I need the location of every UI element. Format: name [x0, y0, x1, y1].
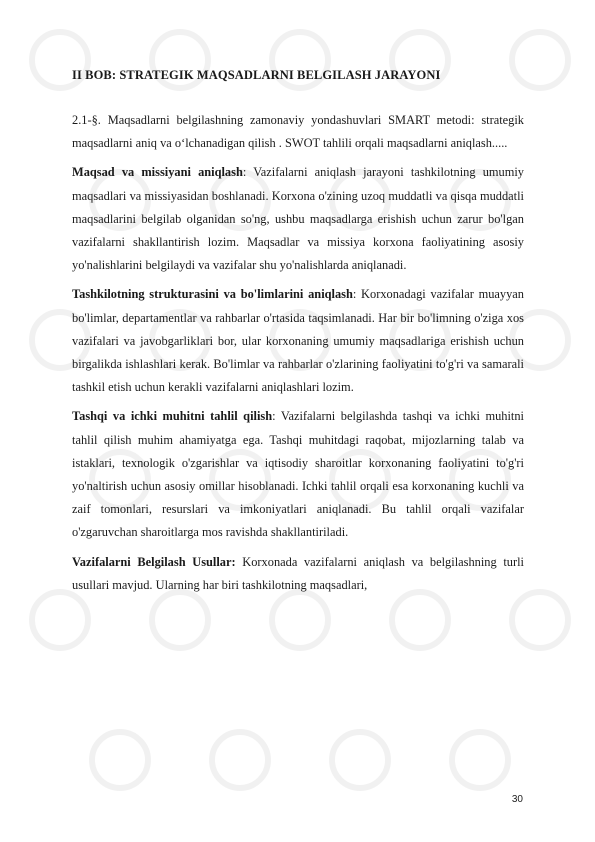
paragraph-text: 2.1-§. Maqsadlarni belgilashning zamonaviy yondashuvlari SMART metodi: strategik maqsadlarni aniq va o‘lchanadigan qilish . SWOT tahlili orqali maqsadlarni aniqlash.....: [72, 113, 524, 151]
paragraph-text: : Korxonadagi vazifalar muayyan bo'limlar, departamentlar va rahbarlar o'rtasida taqsimlanadi. Har bir bo'limning o'ziga xos vazifalari va javobgarliklari bor, ular korxonaning umumiy maqsadlariga erishish uchun birgalikda ishlashlari kerak. Bo'limlar va rahbarlar o'zlarining faoliyatini to'g'ri va samarali tashkil etish uchun kerakli vazifalarni aniqlashlari lozim.: [72, 287, 524, 395]
paragraph-text: Korxonada vazifalarni aniqlash va belgilashning turli usullari mavjud. Ularning har biri tashkilotning maqsadlari,: [72, 554, 524, 592]
paragraph-methods: [72, 551, 524, 597]
page-number: 30: [511, 794, 523, 805]
document-page: [72, 60, 524, 603]
paragraph-text: : Vazifalarni aniqlash jarayoni tashkilotning umumiy maqsadlari va missiyasidan boshlanadi. Korxona o'zining uzoq muddatli va qisqa muddatli maqsadlarini belgilab olganidan so'ng, ushbu maqsadlarga erishish uchun zarur bo'lgan vazifalarni shakllantirish lozim. Maqsadlar va missiya korxona faoliyatining asosiy yo'nalishlarini belgilaydi va vazifalar shu yo'nalishlarda aniqlanadi.: [72, 165, 525, 273]
paragraph-intro: [72, 109, 524, 155]
chapter-heading: II BOB: STRATEGIK MAQSADLARNI BELGILASH JARAYONI: [72, 68, 441, 82]
paragraph-mission: [72, 161, 524, 277]
paragraph-lead: Tashqi va ichki muhitni tahlil qilish: [72, 409, 273, 424]
paragraph-lead: Vazifalarni Belgilash Usullar:: [72, 554, 236, 569]
paragraph-structure: [72, 283, 524, 399]
paragraph-environment: [72, 405, 524, 544]
paragraph-lead: Tashkilotning strukturasini va bo'limlarini aniqlash: [72, 287, 353, 302]
paragraph-lead: Maqsad va missiyani aniqlash: [72, 165, 243, 180]
paragraph-text: : Vazifalarni belgilashda tashqi va ichki muhitni tahlil qilish muhim ahamiyatga ega. Tashqi muhitdagi raqobat, mijozlarning talab va istaklari, texnologik o'zgarishlar va iqtisodiy sharoitlar korxonaning faoliyatini to'g'ri yo'naltirish uchun asosiy omillar hisoblanadi. Ichki tahlil orqali esa korxonaning kuchli va zaif tomonlari, resurslari va imkoniyatlari aniqlanadi. Bu tahlil orqali vazifalar o'zgaruvchan sharoitlarga mos ravishda shakllantiriladi.: [72, 409, 524, 540]
